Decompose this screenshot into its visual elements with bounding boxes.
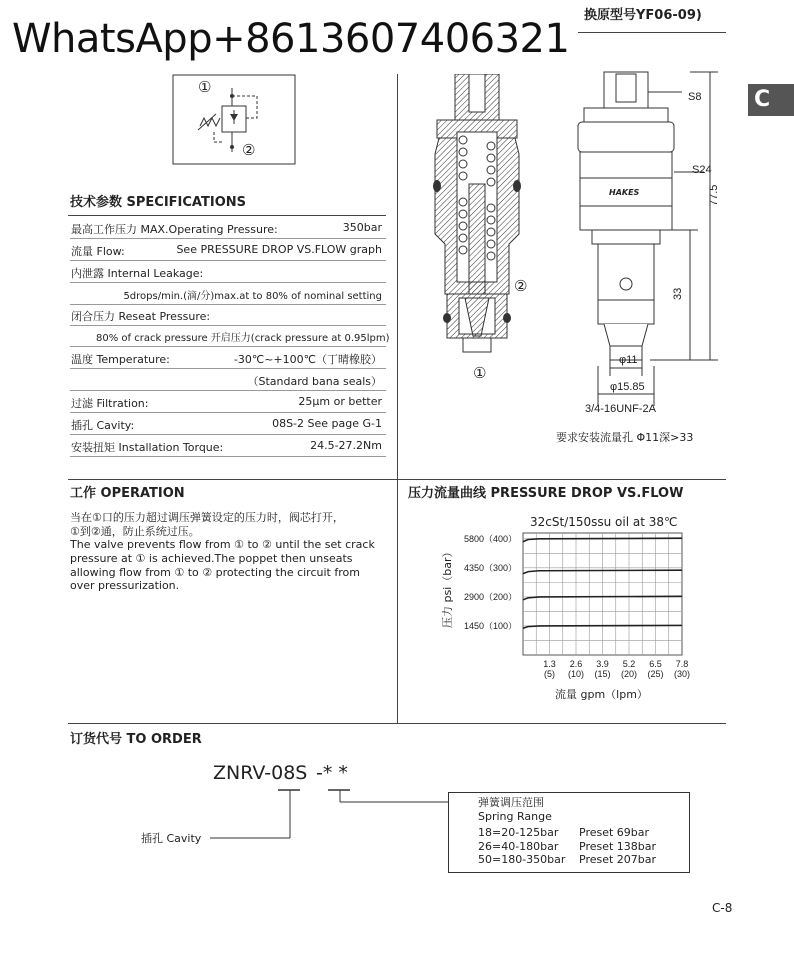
spec-row-flow (70, 239, 386, 261)
spring-range-3-code: 50=180-350bar (478, 853, 566, 866)
order-title: 订货代号 TO ORDER (70, 732, 202, 747)
chart-x-tick-label-lpm: (15) (594, 669, 611, 679)
operation-cn-2: ①到②通，防止系统过压。 (70, 525, 200, 538)
dim-s24: S24 (692, 164, 712, 176)
spec-row-cavity (70, 413, 386, 435)
spec-row-pressure (70, 217, 386, 239)
page-number: C-8 (712, 901, 733, 915)
pressure-flow-chart (440, 525, 710, 685)
operation-en-1: The valve prevents flow from ① to ② until the set crack (70, 538, 375, 551)
spec-row-reseat-value (70, 325, 390, 347)
spec-torque-value: 24.5-27.2Nm (310, 439, 382, 452)
spec-row-seals (70, 369, 386, 391)
brand-logo: HAKES (609, 188, 640, 197)
spec-reseat-value: 80% of crack pressure 开启压力(crack pressure at 0.95lpm) (96, 333, 390, 344)
spec-leakage-label: 内泄露 Internal Leakage: (71, 267, 204, 280)
spec-torque-label: 安装扭矩 Installation Torque: (71, 441, 224, 454)
spec-temp-value-2: （Standard bana seals） (247, 375, 382, 388)
spec-row-leakage-label (70, 261, 386, 283)
chart-x-tick-label: 3.9 (596, 659, 609, 669)
dim-phi15-85: φ15.85 (610, 381, 645, 393)
spec-row-reseat-label (70, 304, 386, 326)
chart-x-tick-label: 6.5 (649, 659, 662, 669)
spec-row-torque (70, 435, 386, 457)
spring-range-1-code: 18=20-125bar (478, 826, 559, 839)
operation-en-3: allowing flow from ① to ② protecting the circuit from (70, 566, 360, 579)
spec-filtration-label: 过滤 Filtration: (71, 397, 149, 410)
spring-range-3-preset: Preset 207bar (579, 853, 657, 866)
whatsapp-watermark: WhatsApp+8613607406321 (12, 16, 570, 62)
spec-flow-value: See PRESSURE DROP VS.FLOW graph (176, 243, 382, 256)
operation-cn-1: 当在①口的压力超过调压弹簧设定的压力时，阀芯打开， (70, 511, 344, 524)
chart-x-tick-label: 5.2 (622, 659, 636, 669)
header-rule (578, 32, 726, 33)
install-note: 要求安装流量孔 Φ11深>33 (556, 431, 694, 444)
spec-cavity-label: 插孔 Cavity: (71, 419, 135, 432)
spec-pressure-label: 最高工作压力 MAX.Operating Pressure: (71, 223, 278, 236)
chart-section-title: 压力流量曲线 PRESSURE DROP VS.FLOW (408, 486, 684, 501)
order-suffix: -* * (316, 762, 348, 784)
outline-dimension-drawing (570, 66, 730, 416)
dim-s8: S8 (688, 91, 702, 103)
hydraulic-symbol (172, 74, 297, 166)
order-code: ZNRV-08S (213, 762, 308, 784)
chart-x-tick-label: 7.8 (675, 659, 689, 669)
operation-en-2: pressure at ① is achieved.The poppet then unseats (70, 552, 353, 565)
chart-ylabel: 压力 psi（bar） (441, 546, 454, 628)
chart-y-tick-label: 5800（400） (463, 533, 517, 544)
chart-x-tick-label-lpm: (10) (567, 669, 585, 679)
spec-leakage-value: 5drops/min.(滴/分)max.at to 80% of nominal setting (123, 291, 382, 302)
section-tab-letter: C (754, 87, 771, 112)
section-port-1: ① (473, 364, 487, 382)
specs-title: 技术参数 SPECIFICATIONS (70, 195, 246, 210)
spring-title-en: Spring Range (478, 810, 552, 823)
chart-x-tick-label-lpm: (30) (673, 669, 691, 679)
order-cavity-label: 插孔 Cavity (141, 832, 202, 845)
chart-x-tick-label-lpm: (20) (620, 669, 638, 679)
spec-row-leakage-value (70, 283, 386, 305)
symbol-port-1: ① (198, 78, 212, 96)
spec-temp-label: 温度 Temperature: (71, 353, 170, 366)
symbol-port-2: ② (242, 141, 256, 159)
chart-y-tick-label: 1450（100） (463, 620, 517, 631)
chart-y-tick-label: 4350（300） (463, 562, 517, 573)
replace-model: 换原型号YF06-09) (584, 8, 702, 23)
order-leader-lines (200, 786, 460, 848)
dim-phi11: φ11 (619, 354, 638, 366)
spring-range-1-preset: Preset 69bar (579, 826, 650, 839)
spring-range-2-preset: Preset 138bar (579, 840, 657, 853)
dim-33: 33 (672, 287, 684, 300)
operation-title: 工作 OPERATION (70, 486, 185, 501)
spring-title-cn: 弹簧调压范围 (478, 796, 544, 809)
dim-thread: 3/4-16UNF-2A (585, 403, 656, 415)
chart-x-tick-label: 1.3 (543, 659, 556, 669)
column-divider (397, 74, 398, 724)
spring-range-2-code: 26=40-180bar (478, 840, 559, 853)
spec-pressure-value: 350bar (342, 221, 382, 234)
chart-x-tick-label-lpm: (5) (544, 669, 555, 679)
specs-title-rule (68, 215, 386, 216)
chart-y-tick-label: 2900（200） (463, 591, 517, 602)
dim-77-5: 77.5 (708, 184, 720, 206)
row-divider-2 (68, 723, 726, 724)
chart-title: 32cSt/150ssu oil at 38℃ (530, 515, 678, 529)
spec-filtration-value: 25μm or better (298, 395, 382, 408)
row-divider-1 (68, 479, 726, 480)
spec-temp-value: -30℃~+100℃（丁晴橡胶） (233, 353, 382, 366)
spec-row-filtration (70, 391, 386, 413)
chart-x-tick-label-lpm: (25) (647, 669, 664, 679)
spec-flow-label: 流量 Flow: (71, 245, 125, 258)
valve-section-drawing (425, 74, 535, 364)
chart-xlabel: 流量 gpm（lpm） (555, 688, 648, 701)
spec-row-temperature (70, 347, 386, 369)
spec-reseat-label: 闭合压力 Reseat Pressure: (71, 310, 211, 323)
chart-x-tick-label: 2.6 (569, 659, 583, 669)
operation-en-4: over pressurization. (70, 579, 180, 592)
section-port-2: ② (514, 277, 528, 295)
spec-cavity-value: 08S-2 See page G-1 (272, 417, 382, 430)
